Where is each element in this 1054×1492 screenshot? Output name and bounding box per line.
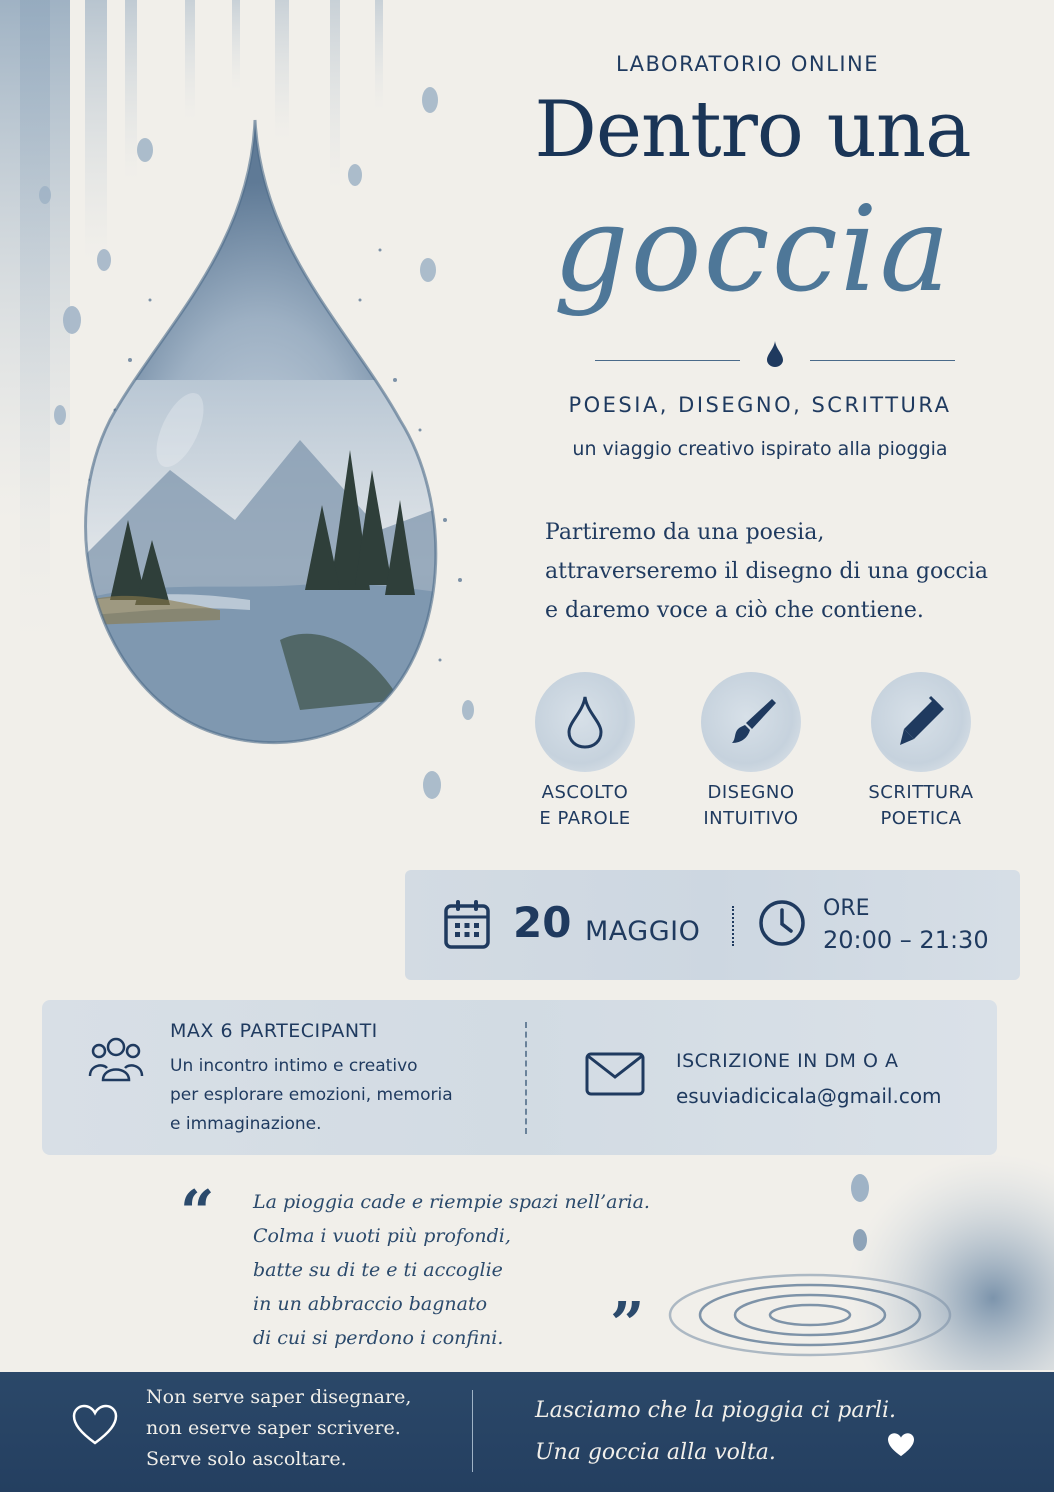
title-divider	[595, 355, 955, 367]
date-time-band	[405, 870, 1020, 980]
heart-outline-icon	[72, 1404, 118, 1446]
group-icon	[87, 1032, 145, 1086]
close-quote-icon: ”	[610, 1290, 645, 1360]
page-title: Dentro una	[534, 85, 971, 175]
info-divider	[525, 1022, 528, 1134]
event-month: MAGGIO	[585, 916, 701, 947]
intro-line: e daremo voce a ciò che contiene.	[545, 598, 924, 623]
open-quote-icon: “	[180, 1178, 215, 1248]
footer-divider	[472, 1390, 473, 1472]
participants-title: MAX 6 PARTECIPANTI	[170, 1020, 378, 1042]
clock-icon	[757, 898, 807, 948]
activities-tagline: POESIA, DISEGNO, SCRITTURA	[568, 393, 952, 417]
rain-ripple-illustration	[660, 1110, 1054, 1370]
feature-icon-circle	[871, 672, 971, 772]
event-type-label: LABORATORIO ONLINE	[615, 52, 880, 76]
footer-message: Non serve saper disegnare, non eserve saper scrivere. Serve solo ascoltare.	[146, 1386, 412, 1470]
feature-icon-circle	[701, 672, 801, 772]
feature-icon-circle	[535, 672, 635, 772]
feature-writing	[846, 672, 996, 832]
calendar-icon	[443, 898, 491, 950]
small-drop-icon	[767, 341, 783, 367]
signup-email-link[interactable]: esuviadicicala@gmail.com	[676, 1084, 942, 1108]
page-title-script: goccia	[553, 180, 952, 318]
poem-text: La pioggia cade e riempie spazi nell’aria. Colma i vuoti più profondi, batte su di te e ti accoglie in un abbraccio bagnato di cui si perdono i confini.	[253, 1191, 650, 1349]
time-label: ORE	[823, 896, 870, 921]
brush-icon	[724, 695, 778, 749]
drop-icon	[565, 694, 605, 750]
participants-description: Un incontro intimo e creativo per esplorare emozioni, memoria e immaginazione.	[170, 1056, 453, 1134]
event-time: 20:00 – 21:30	[823, 926, 989, 954]
feature-label: SCRITTURA POETICA	[868, 782, 974, 829]
envelope-icon	[585, 1052, 645, 1096]
feature-label: DISEGNO INTUITIVO	[703, 782, 799, 829]
intro-line: attraverseremo il disegno di una goccia	[545, 559, 989, 584]
footer-closing: Lasciamo che la pioggia ci parli. Una goccia alla volta.	[535, 1398, 897, 1465]
heart-filled-icon	[886, 1432, 916, 1458]
intro-text	[545, 513, 1005, 630]
footer-band	[0, 1372, 1054, 1492]
subtitle: un viaggio creativo ispirato alla pioggia	[572, 438, 948, 460]
intro-line: Partiremo da una poesia,	[545, 520, 825, 545]
event-day: 20	[513, 898, 572, 947]
pen-icon	[894, 695, 948, 749]
feature-drawing	[676, 672, 826, 832]
signup-title: ISCRIZIONE IN DM O A	[676, 1050, 899, 1072]
feature-listening	[510, 672, 660, 832]
raindrop-landscape-illustration	[0, 0, 480, 900]
date-divider	[732, 906, 735, 946]
feature-label: ASCOLTO E PAROLE	[539, 782, 631, 829]
